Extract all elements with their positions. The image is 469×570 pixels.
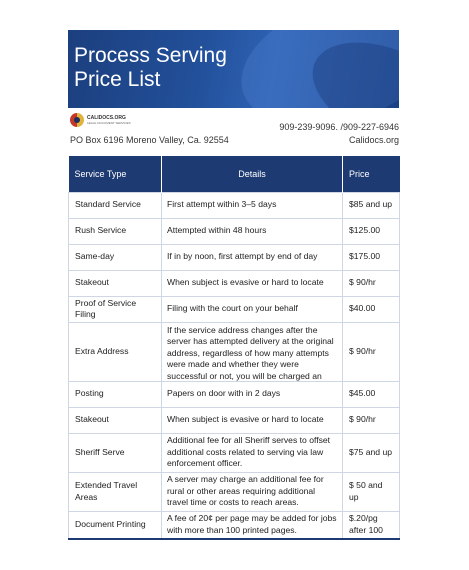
price-cell: $ 90/hr	[343, 407, 400, 433]
details-cell: A fee of 20¢ per page may be added for jobs with more than 100 printed pages.	[162, 511, 343, 539]
table-header-row	[69, 156, 400, 192]
table-row	[69, 433, 400, 472]
page-title	[74, 44, 227, 92]
table-row	[69, 472, 400, 511]
service-cell: Stakeout	[69, 407, 162, 433]
company-logo	[70, 113, 131, 127]
price-table	[68, 156, 400, 540]
details-cell: If in by noon, first attempt by end of day	[162, 244, 343, 270]
service-cell: Same-day	[69, 244, 162, 270]
service-cell: Sheriff Serve	[69, 433, 162, 472]
service-cell: Document Printing	[69, 511, 162, 539]
table-row	[69, 511, 400, 539]
table-row	[69, 407, 400, 433]
details-cell: A server may charge an additional fee for rural or other areas requiring additional travel time or costs to reach areas.	[162, 472, 343, 511]
table-row	[69, 322, 400, 381]
price-cell: $.20/pg after 100	[343, 511, 400, 539]
details-cell: Additional fee for all Sheriff serves to offset additional costs related to serving via law enforcement officer.	[162, 433, 343, 472]
price-cell: $40.00	[343, 296, 400, 322]
price-cell: $85 and up	[343, 192, 400, 218]
header-banner	[68, 30, 399, 108]
service-cell: Proof of Service Filing	[69, 296, 162, 322]
column-header-service: Service Type	[69, 156, 162, 192]
table-row	[69, 192, 400, 218]
service-cell: Stakeout	[69, 270, 162, 296]
service-cell: Extra Address	[69, 322, 162, 381]
table-row	[69, 218, 400, 244]
price-cell: $ 90/hr	[343, 322, 400, 381]
logo-tagline: LEGAL DOCUMENT SERVICES	[87, 121, 131, 125]
details-cell: When subject is evasive or hard to locate	[162, 270, 343, 296]
table-row	[69, 270, 400, 296]
service-cell: Rush Service	[69, 218, 162, 244]
service-cell: Standard Service	[69, 192, 162, 218]
logo-name: CALIDOCS.ORG	[87, 115, 126, 121]
details-text: If the service address changes after the server has attempted delivery at the original address, regardless of how many attempts were made and whether they were successful or not, you will be charged an	[167, 324, 334, 381]
service-cell: Extended Travel Areas	[69, 472, 162, 511]
mailing-address: PO Box 6196 Moreno Valley, Ca. 92554	[70, 135, 229, 145]
column-header-price: Price	[343, 156, 400, 192]
details-cell: First attempt within 3–5 days	[162, 192, 343, 218]
column-header-details: Details	[162, 156, 343, 192]
price-cell: $ 90/hr	[343, 270, 400, 296]
price-cell: $45.00	[343, 381, 400, 407]
logo-emblem-icon	[70, 113, 84, 127]
phone-numbers: 909-239-9096. /909-227-6946	[279, 122, 399, 132]
service-cell: Posting	[69, 381, 162, 407]
table-row	[69, 296, 400, 322]
details-cell: Papers on door with in 2 days	[162, 381, 343, 407]
title-line-2: Price List	[74, 68, 161, 91]
table-row	[69, 244, 400, 270]
price-cell: $175.00	[343, 244, 400, 270]
details-cell: When subject is evasive or hard to locate	[162, 407, 343, 433]
details-cell: Filing with the court on your behalf	[162, 296, 343, 322]
price-cell: $125.00	[343, 218, 400, 244]
price-cell: $75 and up	[343, 433, 400, 472]
title-line-1: Process Serving	[74, 44, 227, 67]
details-cell: Attempted within 48 hours	[162, 218, 343, 244]
website: Calidocs.org	[348, 135, 399, 145]
price-cell: $ 50 and up	[343, 472, 400, 511]
table-row	[69, 381, 400, 407]
details-cell	[162, 322, 343, 381]
